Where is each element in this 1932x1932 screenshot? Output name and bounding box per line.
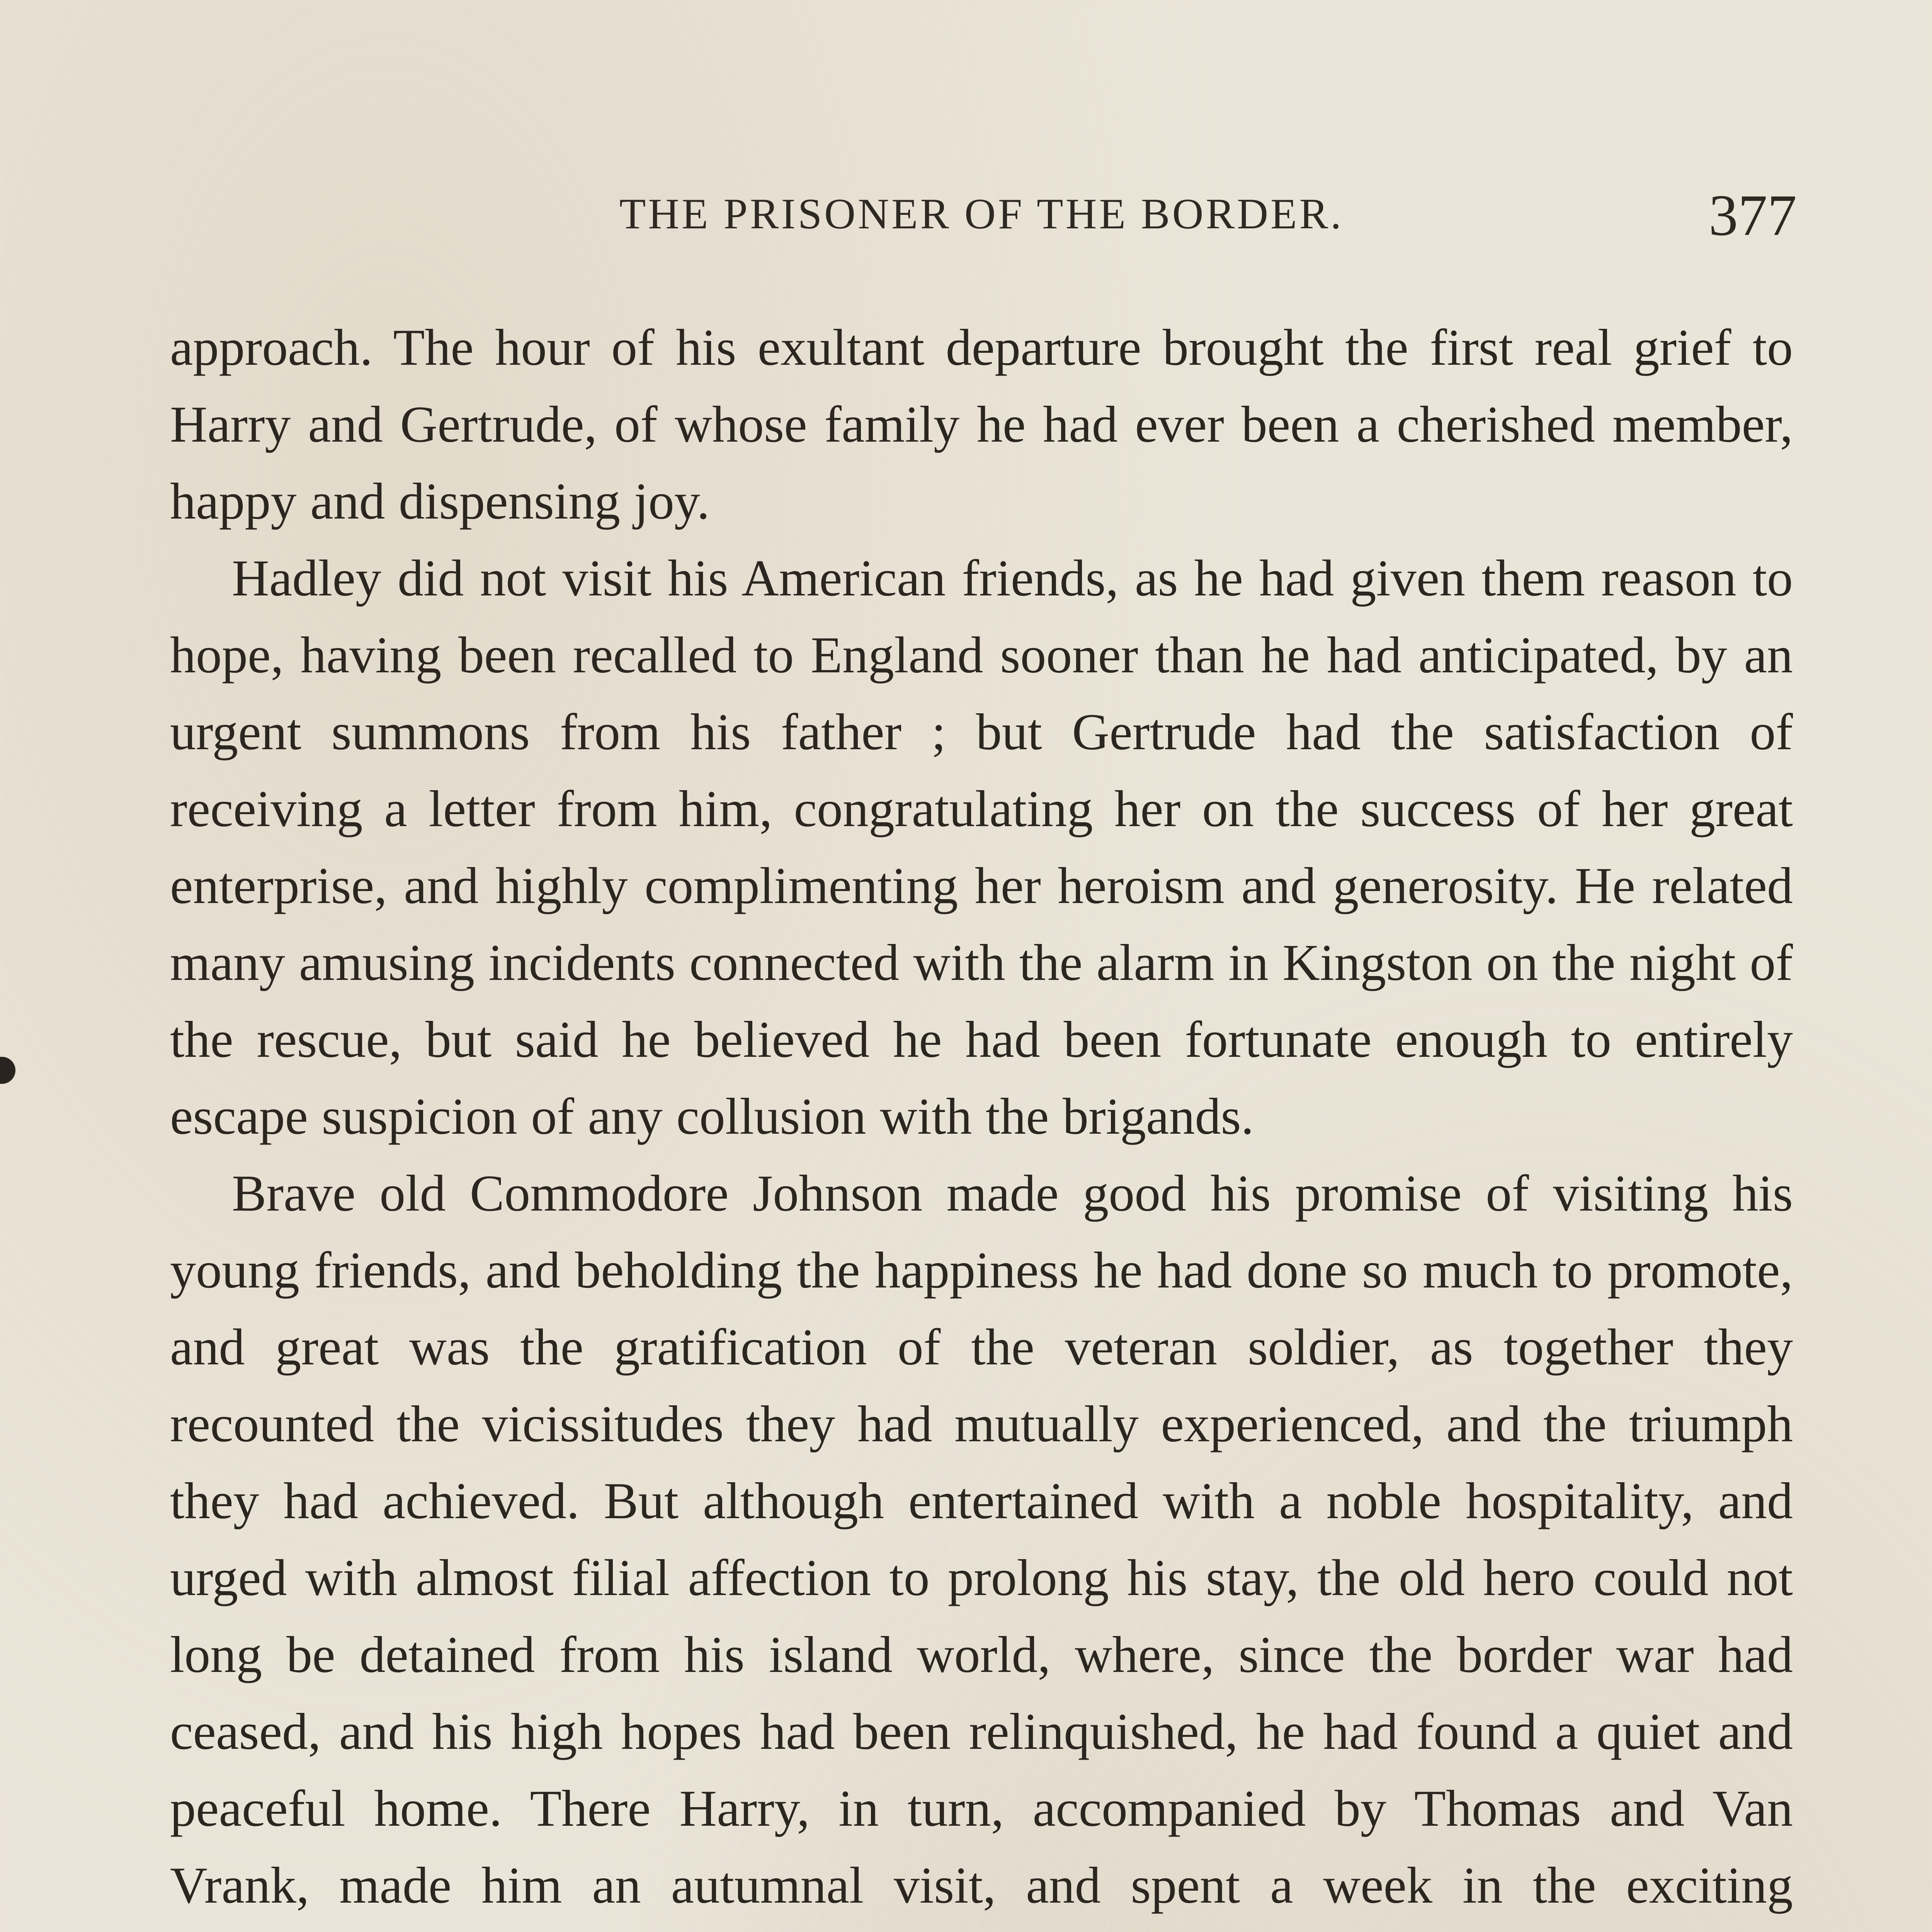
running-head [170,182,1797,248]
running-title: THE PRISONER OF THE BORDER. [619,190,1344,238]
paragraph-2: Hadley did not visit his American friends, as he had given them reason to hope, having been recalled to England sooner than he had anticipated, by an urgent summons from his father ; but Gertrude had the satisfaction of receiving a letter from him, congratulating her on the success of her great enterprise, and highly complimenting her heroism and generosity. He related many amusing incidents connected with the alarm in Kingston on the night of the rescue, but said he believed he had been fortunate enough to entirely escape suspicion of any collusion with the brigands. [170,549,1793,1145]
paragraph-1: approach. The hour of his exultant departure brought the first real grief to Harry and Gertrude, of whose family he had ever been a cherished member, happy and dispensing joy. [170,319,1793,530]
page-edge-mark [0,1057,15,1084]
paragraph-3: Brave old Commodore Johnson made good his promise of visiting his young friends, and beholding the happiness he had done so much to promote, and great was the gratification of the veteran soldier, as together they recounted the vicissitudes they had mutually experienced, and the triumph they had achieved. But although entertained with a noble hospitality, and urged with almost filial affection to prolong his stay, the old hero could not long be detained from his island world, where, since the border war had ceased, and his high hopes had been relinquished, he had found a quiet and peaceful home. There Harry, in turn, accompanied by Thomas and Van Vrank, made him an autumnal visit, and spent a week in the exciting [170,1165,1793,1914]
body-text [170,309,1793,1932]
page-number: 377 [1709,183,1797,248]
